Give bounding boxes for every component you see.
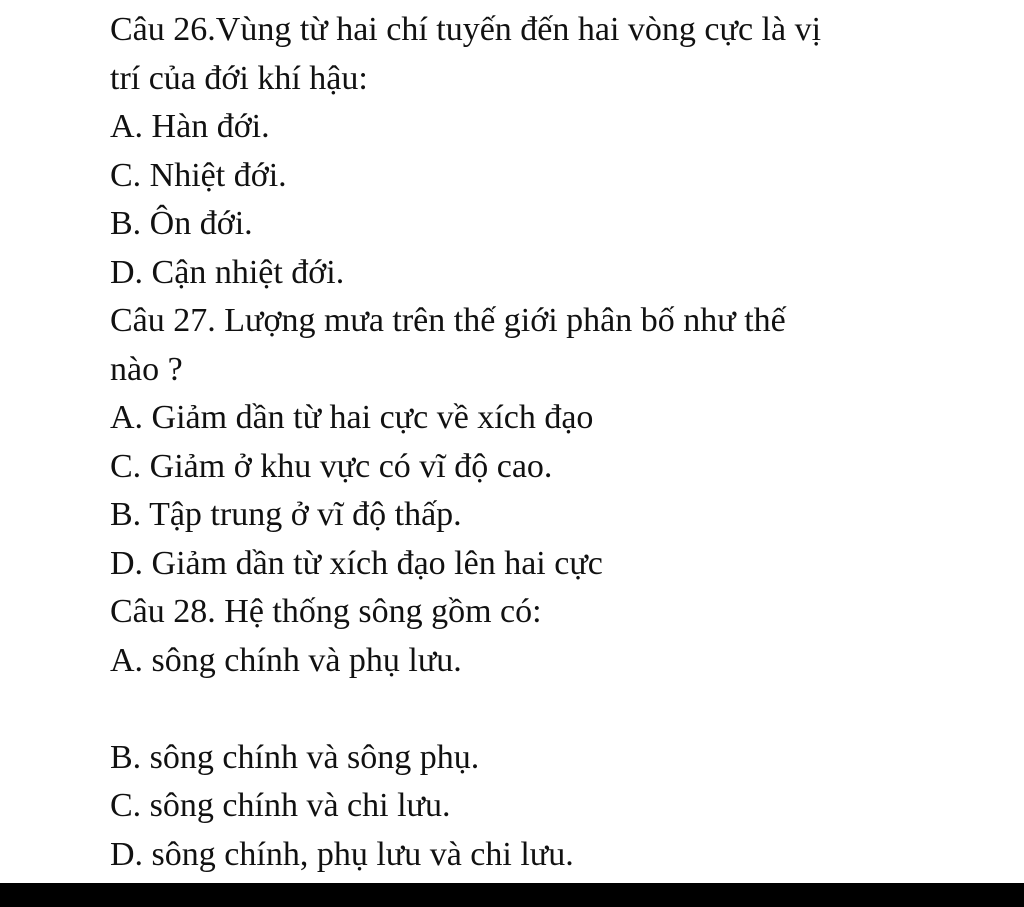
question-26 <box>110 6 1000 297</box>
question-27-option-a: A. Giảm dần từ hai cực về xích đạo <box>110 399 594 436</box>
blank-line <box>110 685 1000 734</box>
question-27-option-b: B. Tập trung ở vĩ độ thấp. <box>110 496 462 533</box>
question-28-option-d: D. sông chính, phụ lưu và chi lưu. <box>110 835 574 873</box>
question-26-option-c: C. Nhiệt đới. <box>110 156 287 194</box>
question-27-option-c: C. Giảm ở khu vực có vĩ độ cao. <box>110 447 553 485</box>
question-27-title-line-2: nào ? <box>110 350 183 388</box>
question-26-option-d: D. Cận nhiệt đới. <box>110 253 345 291</box>
question-28-title: Câu 28. Hệ thống sông gồm có: <box>110 593 542 630</box>
question-26-option-a: A. Hàn đới. <box>110 108 270 145</box>
question-27 <box>110 297 1000 588</box>
question-27-option-d: D. Giảm dần từ xích đạo lên hai cực <box>110 544 603 582</box>
question-28-option-b: B. sông chính và sông phụ. <box>110 738 480 776</box>
bottom-black-bar <box>0 883 1024 907</box>
question-28-option-c: C. sông chính và chi lưu. <box>110 787 451 824</box>
question-27-title-line-1: Câu 27. Lượng mưa trên thế giới phân bố như thế <box>110 302 786 339</box>
question-28-option-a: A. sông chính và phụ lưu. <box>110 641 462 679</box>
question-26-option-b: B. Ôn đới. <box>110 205 253 242</box>
quiz-document <box>110 6 1000 879</box>
question-26-title-line-2: trí của đới khí hậu: <box>110 59 368 97</box>
question-26-title-line-1: Câu 26.Vùng từ hai chí tuyến đến hai vòng cực là vị <box>110 11 822 48</box>
question-28 <box>110 588 1000 879</box>
